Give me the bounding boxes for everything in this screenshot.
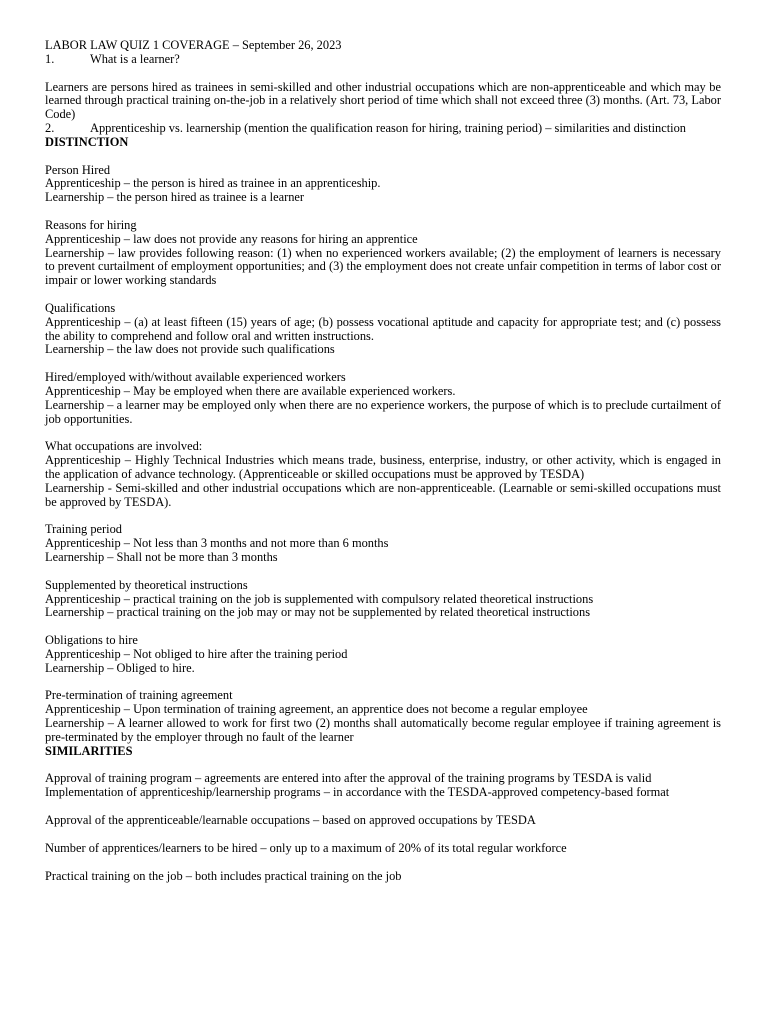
document-title: LABOR LAW QUIZ 1 COVERAGE – September 26, 2023 (45, 38, 342, 52)
distinction-line: Apprenticeship – practical training on the job is supplemented with compulsory related theoretical instructions (45, 591, 594, 606)
distinction-line: Learnership – practical training on the job may or may not be supplemented by related theoretical instructions (45, 605, 591, 620)
distinction-line: Learnership – Obliged to hire. (45, 660, 195, 675)
similarity-item-training-program (45, 772, 721, 800)
question-2-text: Apprenticeship vs. learnership (mention the qualification reason for hiring, training period) – similarities and distinction (90, 120, 686, 135)
distinction-line: Apprenticeship – the person is hired as trainee in an apprenticeship. (45, 176, 381, 191)
distinction-line: Learnership – A learner allowed to work for first two (2) months shall automatically become regular employee if training agreement is pre-terminated by the employer through no fault of the learner (45, 716, 721, 744)
similarity-item-practical-training (45, 870, 721, 884)
distinction-line: Learnership – the person hired as trainee is a learner (45, 190, 305, 205)
similarity-line: Practical training on the job – both includes practical training on the job (45, 868, 402, 883)
distinction-heading: DISTINCTION (45, 134, 129, 149)
distinction-label: Person Hired (45, 162, 111, 177)
distinction-line: Learnership – law provides following reason: (1) when no experienced workers available; (2) the employment of learners is necessary to prevent curtailment of employment opportunities; and (3) the employment does not create unfair competition in terms of labor cost or impair or lower working standards (45, 245, 721, 288)
document-page (45, 39, 721, 883)
similarities-heading: SIMILARITIES (45, 743, 133, 758)
distinction-item-reasons-for-hiring (45, 219, 721, 288)
question-1-answer: Learners are persons hired as trainees in semi-skilled and other industrial occupations which are non-apprenticeable and which may be learned through practical training on-the-job in a relatively short period of time which shall not exceed three (3) months. (Art. 73, Labor Code) (45, 79, 721, 122)
distinction-label: Training period (45, 522, 122, 537)
distinction-item-obligations-to-hire (45, 634, 721, 675)
distinction-line: Learnership – Shall not be more than 3 months (45, 549, 278, 564)
distinction-label: Reasons for hiring (45, 217, 137, 232)
distinction-label: Obligations to hire (45, 633, 138, 648)
distinction-item-person-hired (45, 164, 721, 205)
distinction-line: Apprenticeship – (a) at least fifteen (15) years of age; (b) possess vocational aptitude and capacity for appropriate test; and (c) possess the ability to comprehend and follow oral and written instructions. (45, 314, 721, 343)
distinction-item-training-period (45, 523, 721, 564)
distinction-item-pre-termination (45, 689, 721, 744)
distinction-line: Apprenticeship – law does not provide any reasons for hiring an apprentice (45, 231, 418, 246)
distinction-line: Learnership - Semi-skilled and other industrial occupations which are non-apprenticeable. (Learnable or semi-skilled occupations must be approved by TESDA). (45, 480, 721, 509)
distinction-line: Apprenticeship – May be employed when there are available experienced workers. (45, 383, 456, 398)
distinction-label: Hired/employed with/without available experienced workers (45, 370, 346, 385)
similarity-line: Implementation of apprenticeship/learnership programs – in accordance with the TESDA-approved competency-based format (45, 785, 670, 800)
similarity-line: Approval of the apprenticeable/learnable occupations – based on approved occupations by TESDA (45, 813, 536, 828)
distinction-item-experienced-workers (45, 371, 721, 426)
question-1-number: 1. (45, 51, 55, 66)
similarity-item-number-to-hire (45, 842, 721, 856)
question-1 (45, 53, 721, 67)
distinction-label: Pre-termination of training agreement (45, 688, 233, 703)
distinction-item-occupations (45, 440, 721, 509)
similarity-item-occupations (45, 814, 721, 828)
distinction-line: Apprenticeship – Not obliged to hire after the training period (45, 646, 348, 661)
distinction-line: Learnership – a learner may be employed only when there are no experience workers, the purpose of which is to preclude curtailment of job opportunities. (45, 397, 721, 426)
similarity-line: Number of apprentices/learners to be hired – only up to a maximum of 20% of its total regular workforce (45, 840, 567, 855)
distinction-label: What occupations are involved: (45, 439, 203, 454)
distinction-line: Apprenticeship – Not less than 3 months and not more than 6 months (45, 536, 389, 551)
distinction-item-qualifications (45, 302, 721, 357)
distinction-line: Apprenticeship – Upon termination of training agreement, an apprentice does not become a regular employee (45, 702, 588, 717)
question-1-text: What is a learner? (90, 51, 180, 66)
distinction-item-theoretical-instructions (45, 579, 721, 620)
distinction-label: Qualifications (45, 300, 116, 315)
distinction-line: Learnership – the law does not provide such qualifications (45, 342, 335, 357)
distinction-label: Supplemented by theoretical instructions (45, 577, 248, 592)
similarity-line: Approval of training program – agreements are entered into after the approval of the training programs by TESDA is valid (45, 771, 652, 786)
question-2 (45, 122, 721, 136)
question-2-number: 2. (45, 120, 55, 135)
distinction-line: Apprenticeship – Highly Technical Industries which means trade, business, enterprise, industry, or other activity, which is engaged in the application of advance technology. (Apprenticeable or skilled occupations must be approved by TESDA) (45, 453, 721, 481)
